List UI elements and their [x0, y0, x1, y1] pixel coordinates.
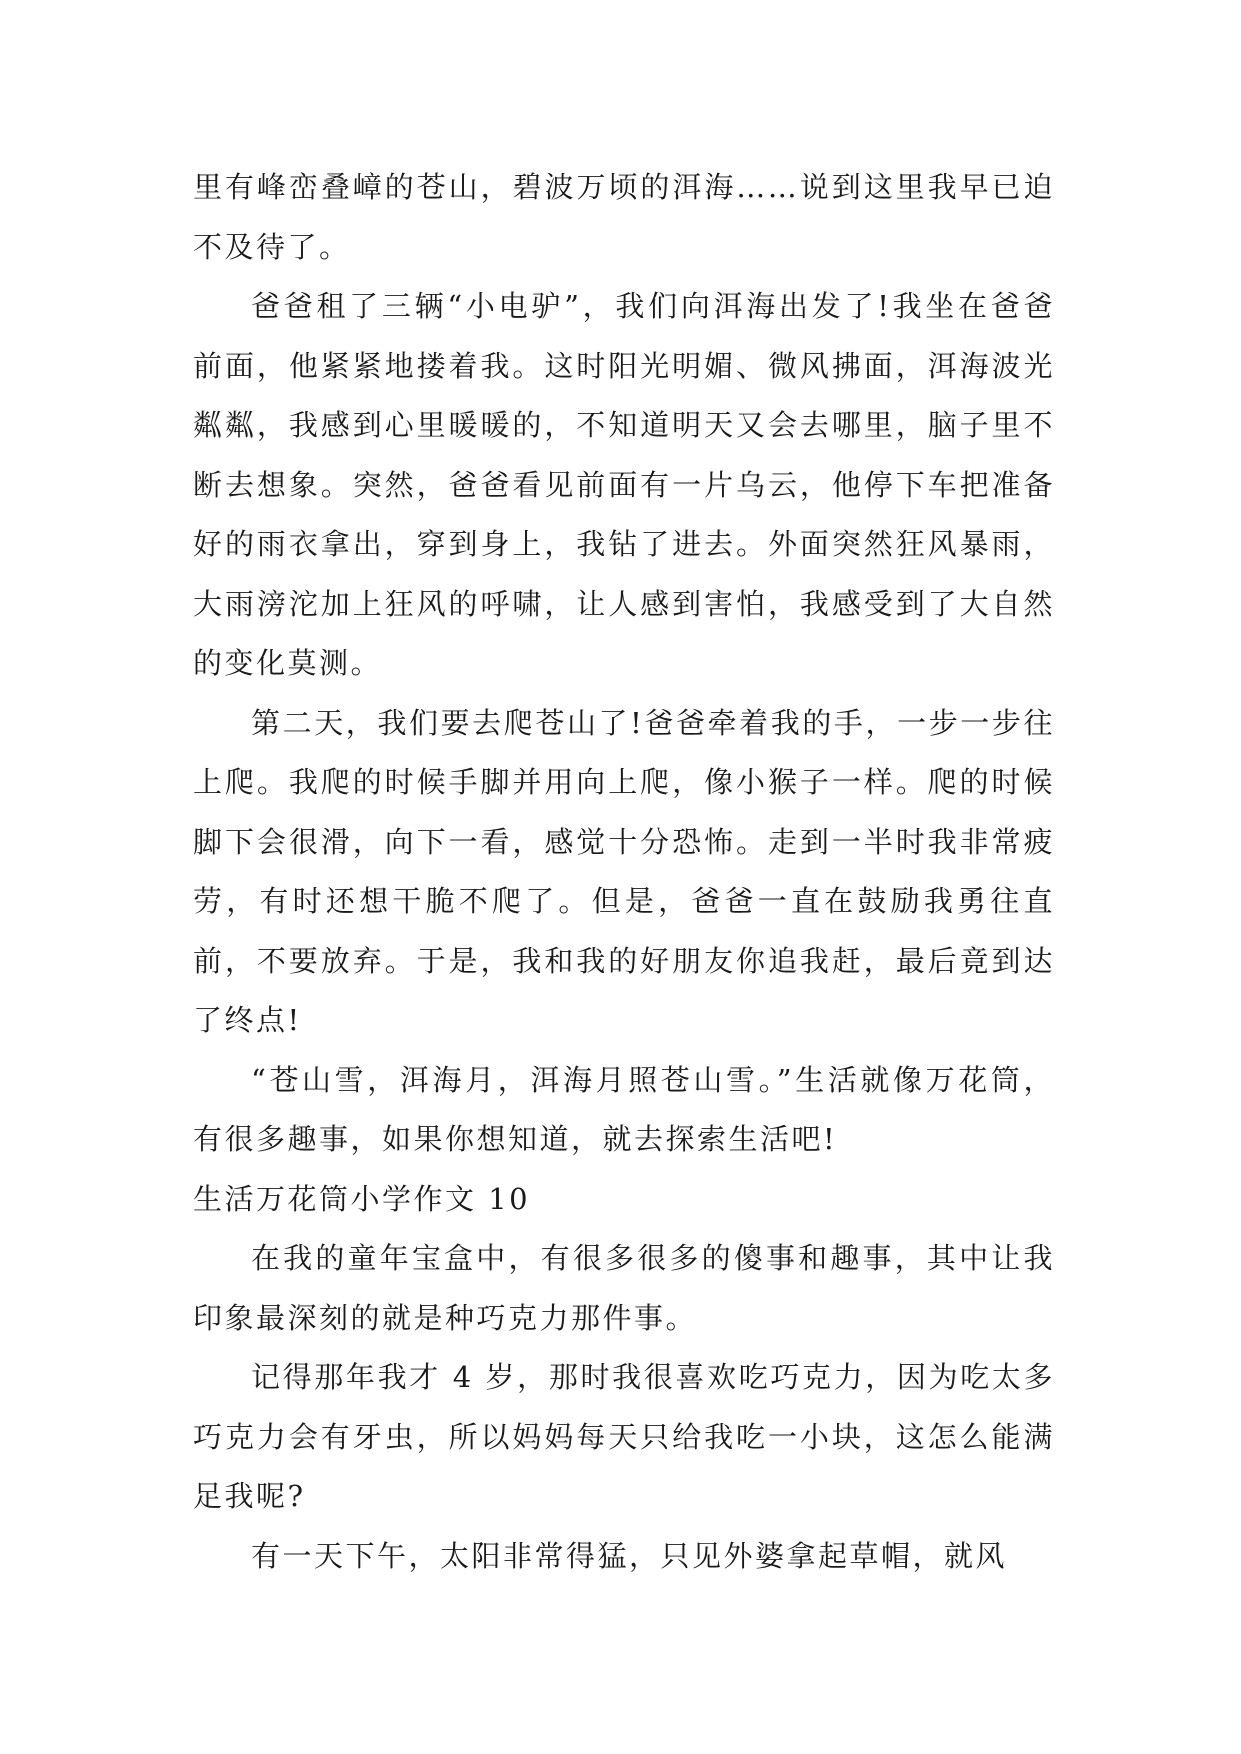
paragraph: 记得那年我才 4 岁，那时我很喜欢吃巧克力，因为吃太多巧克力会有牙虫，所以妈妈每天只给我吃一小块，这怎么能满足我呢? — [193, 1360, 1055, 1513]
document-body — [193, 158, 1055, 1586]
paragraph: 在我的童年宝盒中，有很多很多的傻事和趣事，其中让我印象最深刻的就是种巧克力那件事。 — [193, 1241, 1055, 1335]
paragraph: 里有峰峦叠嶂的苍山，碧波万顷的洱海……说到这里我早已迫不及待了。 — [193, 170, 1055, 264]
paragraph: 爸爸租了三辆“小电驴”，我们向洱海出发了!我坐在爸爸前面，他紧紧地搂着我。这时阳光明媚、微风拂面，洱海波光粼粼，我感到心里暖暖的，不知道明天又会去哪里，脑子里不断去想象。突然，爸爸看见前面有一片乌云，他停下车把准备好的雨衣拿出，穿到身上，我钻了进去。外面突然狂风暴雨，大雨滂沱加上狂风的呼啸，让人感到害怕，我感受到了大自然的变化莫测。 — [193, 289, 1055, 680]
section-heading: 生活万花筒小学作文 10 — [193, 1181, 531, 1216]
paragraph: 有一天下午，太阳非常得猛，只见外婆拿起草帽，就风 — [251, 1538, 1008, 1573]
paragraph: “苍山雪，洱海月，洱海月照苍山雪。”生活就像万花筒，有很多趣事，如果你想知道，就去探索生活吧! — [193, 1062, 1055, 1156]
paragraph: 第二天，我们要去爬苍山了!爸爸牵着我的手，一步一步往上爬。我爬的时候手脚并用向上爬，像小猴子一样。爬的时候脚下会很滑，向下一看，感觉十分恐怖。走到一半时我非常疲劳，有时还想干脆不爬了。但是，爸爸一直在鼓励我勇往直前，不要放弃。于是，我和我的好朋友你追我赶，最后竟到达了终点! — [193, 705, 1055, 1037]
